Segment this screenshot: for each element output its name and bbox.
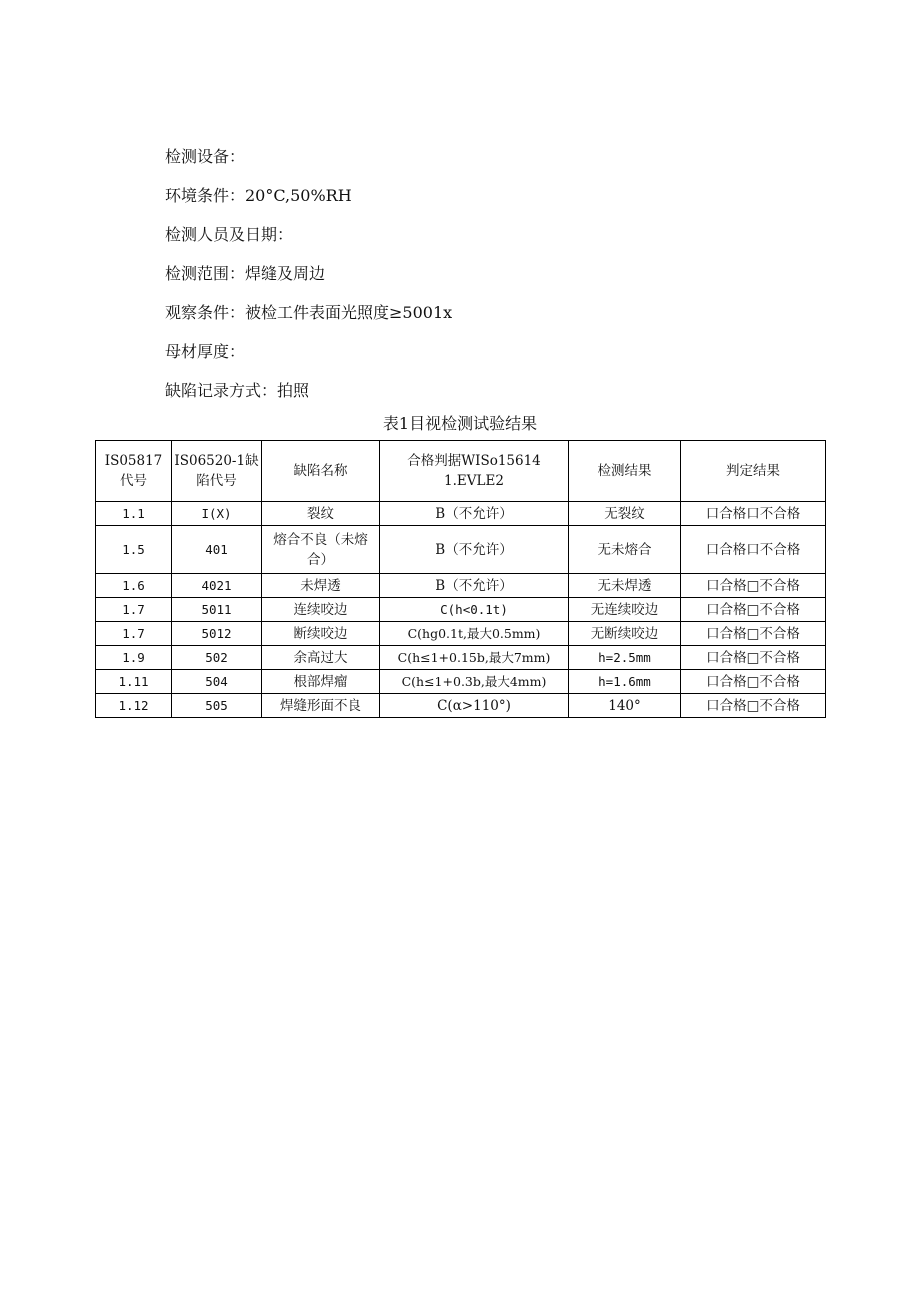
- table-row: [96, 670, 826, 694]
- equipment-line: 检测设备：: [165, 147, 246, 166]
- judgement-cell: 口合格口不合格: [681, 502, 826, 526]
- defect-name-cell: 裂纹: [262, 502, 380, 526]
- iso5817-cell: 1.12: [96, 694, 172, 718]
- header-judgement: 判定结果: [681, 441, 826, 502]
- result-cell: h=1.6mm: [569, 670, 681, 694]
- iso5817-cell: 1.6: [96, 574, 172, 598]
- iso6520-cell: 401: [172, 526, 262, 574]
- result-cell: 无裂纹: [569, 502, 681, 526]
- iso5817-cell: 1.5: [96, 526, 172, 574]
- environment-line: 环境条件：20°C,50%RH: [165, 186, 352, 205]
- table-row: [96, 646, 826, 670]
- criteria-cell: C(α>110°): [380, 694, 569, 718]
- iso6520-cell: 504: [172, 670, 262, 694]
- table-row: [96, 502, 826, 526]
- iso6520-cell: 5012: [172, 622, 262, 646]
- criteria-cell: C(hg0.1t,最大0.5mm): [380, 622, 569, 646]
- criteria-cell: B（不允许）: [380, 574, 569, 598]
- inspection-results-table: [95, 440, 826, 718]
- iso6520-cell: 4021: [172, 574, 262, 598]
- result-cell: 无断续咬边: [569, 622, 681, 646]
- iso6520-cell: 502: [172, 646, 262, 670]
- iso5817-cell: 1.7: [96, 622, 172, 646]
- judgement-cell: 口合格□不合格: [681, 574, 826, 598]
- defect-name-cell: 余高过大: [262, 646, 380, 670]
- defect-name-cell: 焊缝形面不良: [262, 694, 380, 718]
- table-row: [96, 598, 826, 622]
- record-method-line: 缺陷记录方式：拍照: [165, 381, 310, 400]
- personnel-date-line: 检测人员及日期：: [165, 225, 294, 244]
- table-row: [96, 526, 826, 574]
- defect-name-cell: 连续咬边: [262, 598, 380, 622]
- criteria-cell: B（不允许）: [380, 526, 569, 574]
- header-test-result: 检测结果: [569, 441, 681, 502]
- result-cell: 无未熔合: [569, 526, 681, 574]
- table-row: [96, 694, 826, 718]
- judgement-cell: 口合格□不合格: [681, 694, 826, 718]
- header-iso6520-code: IS06520-1缺陷代号: [172, 441, 262, 502]
- criteria-cell: C(h<0.1t): [380, 598, 569, 622]
- table-caption: 表1目视检测试验结果: [382, 414, 538, 433]
- defect-name-cell: 断续咬边: [262, 622, 380, 646]
- criteria-cell: C(h≤1+0.3b,最大4mm): [380, 670, 569, 694]
- iso5817-cell: 1.9: [96, 646, 172, 670]
- result-cell: 无未焊透: [569, 574, 681, 598]
- iso6520-cell: 505: [172, 694, 262, 718]
- criteria-cell: B（不允许）: [380, 502, 569, 526]
- table-header-row: [96, 441, 826, 502]
- defect-name-cell: 根部焊瘤: [262, 670, 380, 694]
- iso5817-cell: 1.7: [96, 598, 172, 622]
- judgement-cell: 口合格□不合格: [681, 670, 826, 694]
- judgement-cell: 口合格□不合格: [681, 598, 826, 622]
- defect-name-cell: 熔合不良（未熔合）: [262, 526, 380, 574]
- table-row: [96, 574, 826, 598]
- header-acceptance-criteria: 合格判据WISo15614 1.EVLE2: [380, 441, 569, 502]
- judgement-cell: 口合格□不合格: [681, 622, 826, 646]
- judgement-cell: 口合格口不合格: [681, 526, 826, 574]
- result-cell: 140°: [569, 694, 681, 718]
- result-cell: h=2.5mm: [569, 646, 681, 670]
- header-defect-name: 缺陷名称: [262, 441, 380, 502]
- scope-line: 检测范围：焊缝及周边: [165, 264, 326, 283]
- header-iso5817-code: IS05817代号: [96, 441, 172, 502]
- iso6520-cell: 5011: [172, 598, 262, 622]
- thickness-line: 母材厚度：: [165, 342, 246, 361]
- observation-line: 观察条件：被检工件表面光照度≥5001x: [165, 303, 453, 322]
- result-cell: 无连续咬边: [569, 598, 681, 622]
- iso5817-cell: 1.1: [96, 502, 172, 526]
- criteria-cell: C(h≤1+0.15b,最大7mm): [380, 646, 569, 670]
- defect-name-cell: 未焊透: [262, 574, 380, 598]
- iso5817-cell: 1.11: [96, 670, 172, 694]
- table-row: [96, 622, 826, 646]
- judgement-cell: 口合格□不合格: [681, 646, 826, 670]
- iso6520-cell: I(X): [172, 502, 262, 526]
